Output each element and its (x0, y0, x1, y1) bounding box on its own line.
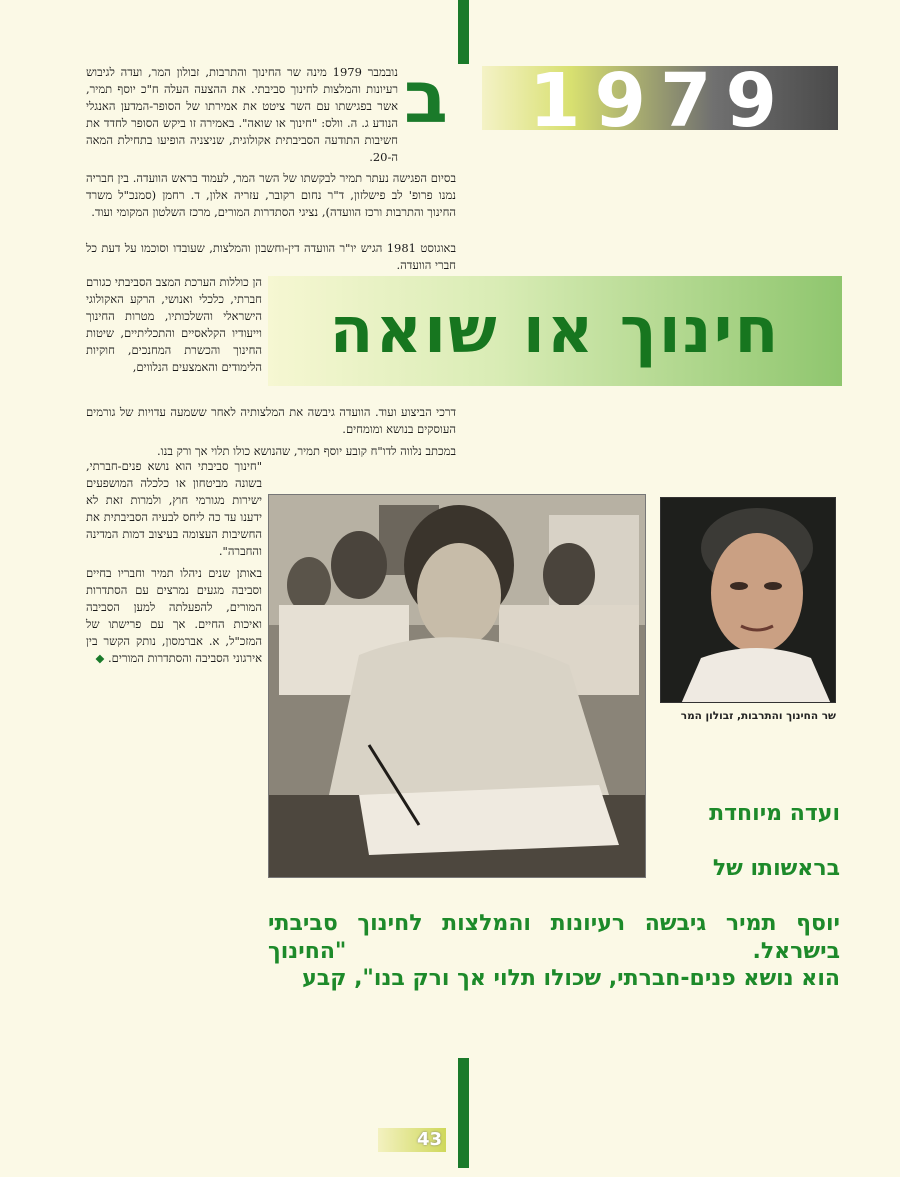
headline-box (268, 276, 842, 386)
end-diamond-icon: ◆ (95, 651, 105, 665)
portrait-photo (660, 497, 836, 703)
bottom-green-rule (458, 1058, 469, 1168)
headline: חינוך או שואה (329, 294, 781, 368)
pull-quote-line-1: ועדה מיוחדת (709, 801, 840, 826)
pull-quote-line-4: הוא נושא פנים-חברתי, שכולו תלוי אך ורק בנו", קבע (302, 966, 840, 991)
paragraph-4-cont-text: "חינוך סביבתי הוא נושא פנים-חברתי, בשונה מביטחון או כלכלה המושפעים ישירות מגורמי חוץ, ולמרות זאת לא ידענו עד כה ליחס לבעיה הסביבתית את החשיבות העצומה בעיצוב דמות המדינה והחברה". (86, 459, 262, 558)
paragraph-2-text: בסיום הפגישה נעתר תמיר לבקשתו של השר המר, לעמוד בראש הוועדה. בין חבריה נמנו פרופ' לב פישלזון, ד"ר נחום רקובר, עזריה אלון, ד. רחמן (סמנכ"ל משרד החינוך והתרבות ורכז הוועדה), נציגי הסתדרות המורים, מרכז השלטון המקומי ועוד. (86, 171, 456, 219)
pull-quote-line-2: בראשותו של (712, 856, 840, 881)
paragraph-3-end-text: דרכי הביצוע ועוד. הוועדה גיבשה את המלצותיה לאחר ששמעה עדויות של גורמים העוסקים בנושא ומומחים. (86, 405, 456, 436)
year-text: 1979 (529, 66, 791, 130)
portrait-photo-icon (661, 498, 836, 703)
top-green-rule (458, 0, 469, 64)
paragraph-1-text: נובמבר 1979 מינה שר החינוך והתרבות, זבולון המר, ועדה לגיבוש רעיונות והמלצות לחינוך סביבתי. את ההצעה העלה ח"כ יוסף תמיר, אשר בפגישתו עם השר ציטט את אמירתו של הסופר-המדען האנגלי הנודע ג. ה. וולס: "חינוך או שואה". באמירה זו ביקש הסופר לחדד את חשיבות התודעה הסביבתית אקולוגית, שניצניה הופיעו בתחילת המאה ה-20. (86, 65, 398, 164)
classroom-photo (268, 494, 646, 878)
paragraph-4-5 (86, 458, 262, 672)
paragraph-3-start-text: באוגוסט 1981 הגיש יו"ר הוועדה דין-וחשבון והמלצות, שעובדו וסוכמו על דעת כל חברי הוועדה. (86, 241, 456, 272)
paragraph-1 (86, 64, 398, 171)
portrait-caption: שר החינוך והתרבות, זבולון המר (680, 710, 836, 722)
classroom-photo-icon (269, 495, 646, 878)
paragraph-3-continued (86, 274, 262, 381)
page-number: 43 (378, 1128, 446, 1152)
paragraph-2 (86, 170, 456, 226)
paragraph-3-cont-text: הן כוללות הערכת המצב הסביבתי כגורם חברתי, כלכלי ואנושי, הרקע האקולוגי הישראלי והשלכותיו, מטרות החינוך וייעודיו הקלאסיים והתכליתיים, שיטות החינוך והכשרת המחנכים, חוקיות הלימודים והאמצעים הנלווים, (86, 275, 262, 374)
pull-quote-line-3: יוסף תמיר גיבשה רעיונות והמלצות לחינוך סביבתי בישראל. "החינוך (268, 911, 840, 964)
drop-cap: ב (404, 55, 448, 139)
year-banner (482, 66, 838, 130)
paragraph-3-end (86, 404, 456, 465)
paragraph-5-text: באותן שנים ניהלו תמיר וחבריו בחיים וסביבה מגעים נמרצים עם הסתדרות המורים, להפעלתה למען הסביבה ואיכות החיים. אך עם פרישתו של המזכ"ל, א. אברמסון, נותק הקשר בין אירגוני הסביבה והסתדרות המורים. ◆ (86, 566, 262, 665)
paragraph-4-start-text: במכתב נלווה לדו"ח קובע יוסף תמיר, שהנושא כולו תלוי אך ורק בנו. (157, 444, 456, 458)
